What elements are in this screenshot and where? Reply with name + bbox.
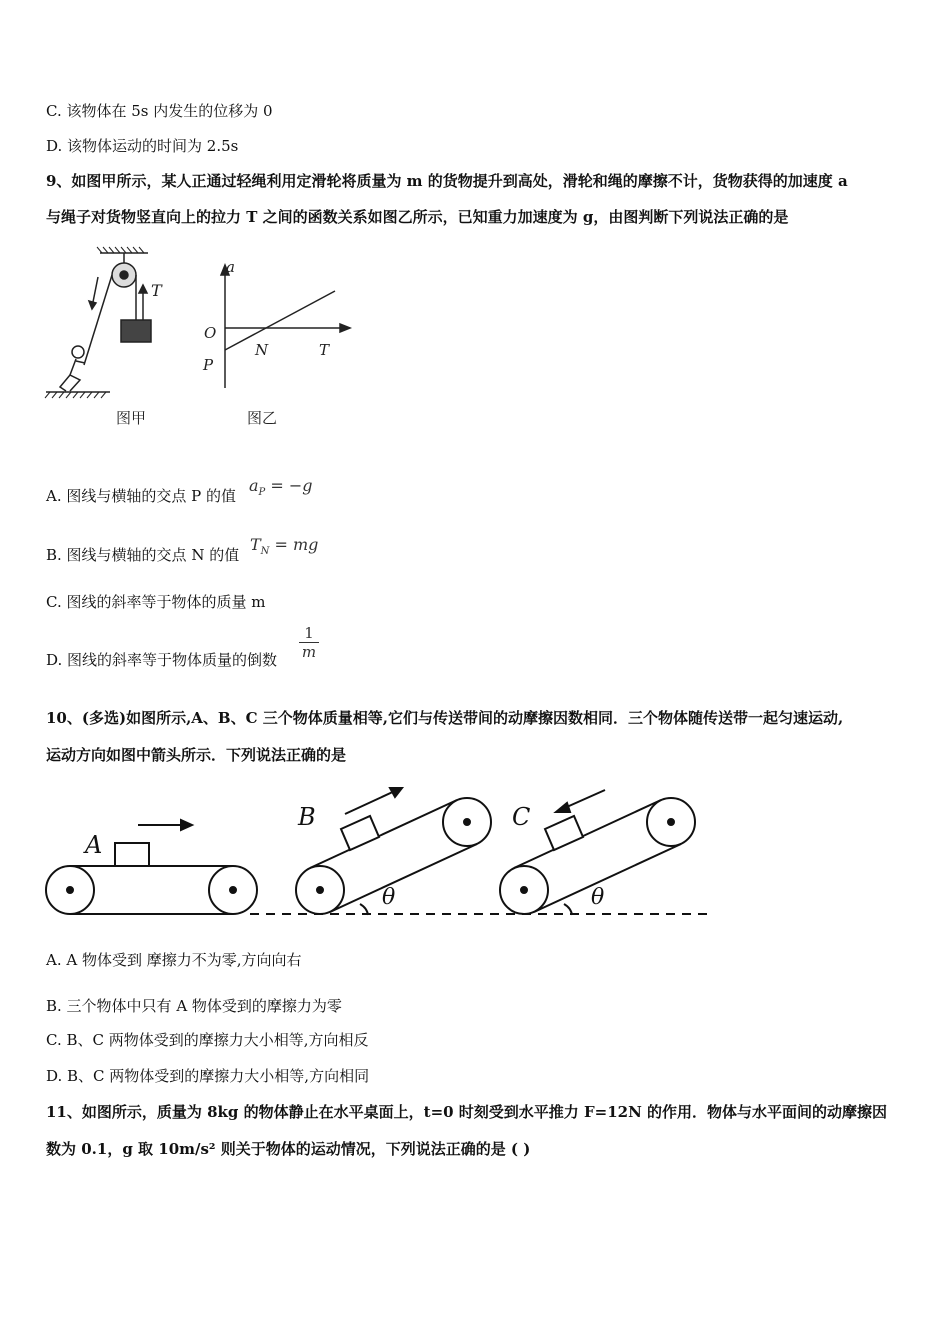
tension-label: T [151,281,162,300]
belt-a [46,820,257,914]
origin-label: O [204,324,217,342]
q11-stem-line2: 数为 0.1，g 取 10m/s² 则关于物体的运动情况，下列说法正确的是 ( ) [46,1140,531,1158]
a-t-graph [221,265,350,388]
axis-t-label: T [319,341,330,359]
q9-option-b: B. 图线与横轴的交点 N 的值 [46,546,240,564]
formula-reciprocal-m: $\frac{1}{m}$ [299,624,319,661]
pulley-diagram [45,247,151,398]
q11-stem-line1: 11、如图所示，质量为 8kg 的物体静止在水平桌面上，t=0 时刻受到水平推力 F=12N 的作用．物体与水平面间的动摩擦因 [46,1103,888,1121]
q10-option-d: D. B、C 两物体受到的摩擦力大小相等,方向相同 [46,1067,370,1085]
theta-b: θ [382,885,396,910]
q9-stem-line2: 与绳子对货物竖直向上的拉力 T 之间的函数关系如图乙所示，已知重力加速度为 g，由图判断下列说法正确的是 [46,208,789,226]
q9-option-a: A. 图线与横轴的交点 P 的值 [46,487,236,505]
point-p-label: P [203,356,214,374]
axis-a-label: a [226,258,235,276]
q10-option-a: A. A 物体受到 摩擦力不为零,方向向右 [46,951,302,969]
q10-option-c: C. B、C 两物体受到的摩擦力大小相等,方向相反 [46,1031,369,1049]
prev-option-c: C. 该物体在 5s 内发生的位移为 0 [46,102,273,120]
formula-tn: $T_N$ = mg [250,535,319,558]
theta-c: θ [591,885,605,910]
point-n-label: N [255,341,269,359]
label-c: C [512,803,531,831]
formula-ap: $a_P = -g$ [249,476,313,499]
q10-stem-line2: 运动方向如图中箭头所示．下列说法正确的是 [46,746,347,764]
q10-stem-line1: 10、(多选)如图所示,A、B、C 三个物体质量相等,它们与传送带间的动摩擦因数相同．三个物体随传送带一起匀速运动, [46,709,844,727]
label-b: B [298,803,316,831]
label-a: A [85,831,103,859]
q10-option-b: B. 三个物体中只有 A 物体受到的摩擦力为零 [46,997,342,1015]
caption-yi: 图乙 [247,409,278,427]
caption-jia: 图甲 [116,409,147,427]
q9-stem-line1: 9、如图甲所示，某人正通过轻绳利用定滑轮将质量为 m 的货物提升到高处，滑轮和绳的摩擦不计，货物获得的加速度 a [46,172,848,190]
q9-option-d: D. 图线的斜率等于物体质量的倒数 [46,651,278,669]
q9-figure [40,245,370,435]
prev-option-d: D. 该物体运动的时间为 2.5s [46,137,239,155]
q9-option-c: C. 图线的斜率等于物体的质量 m [46,593,266,611]
q10-figure [40,780,720,925]
